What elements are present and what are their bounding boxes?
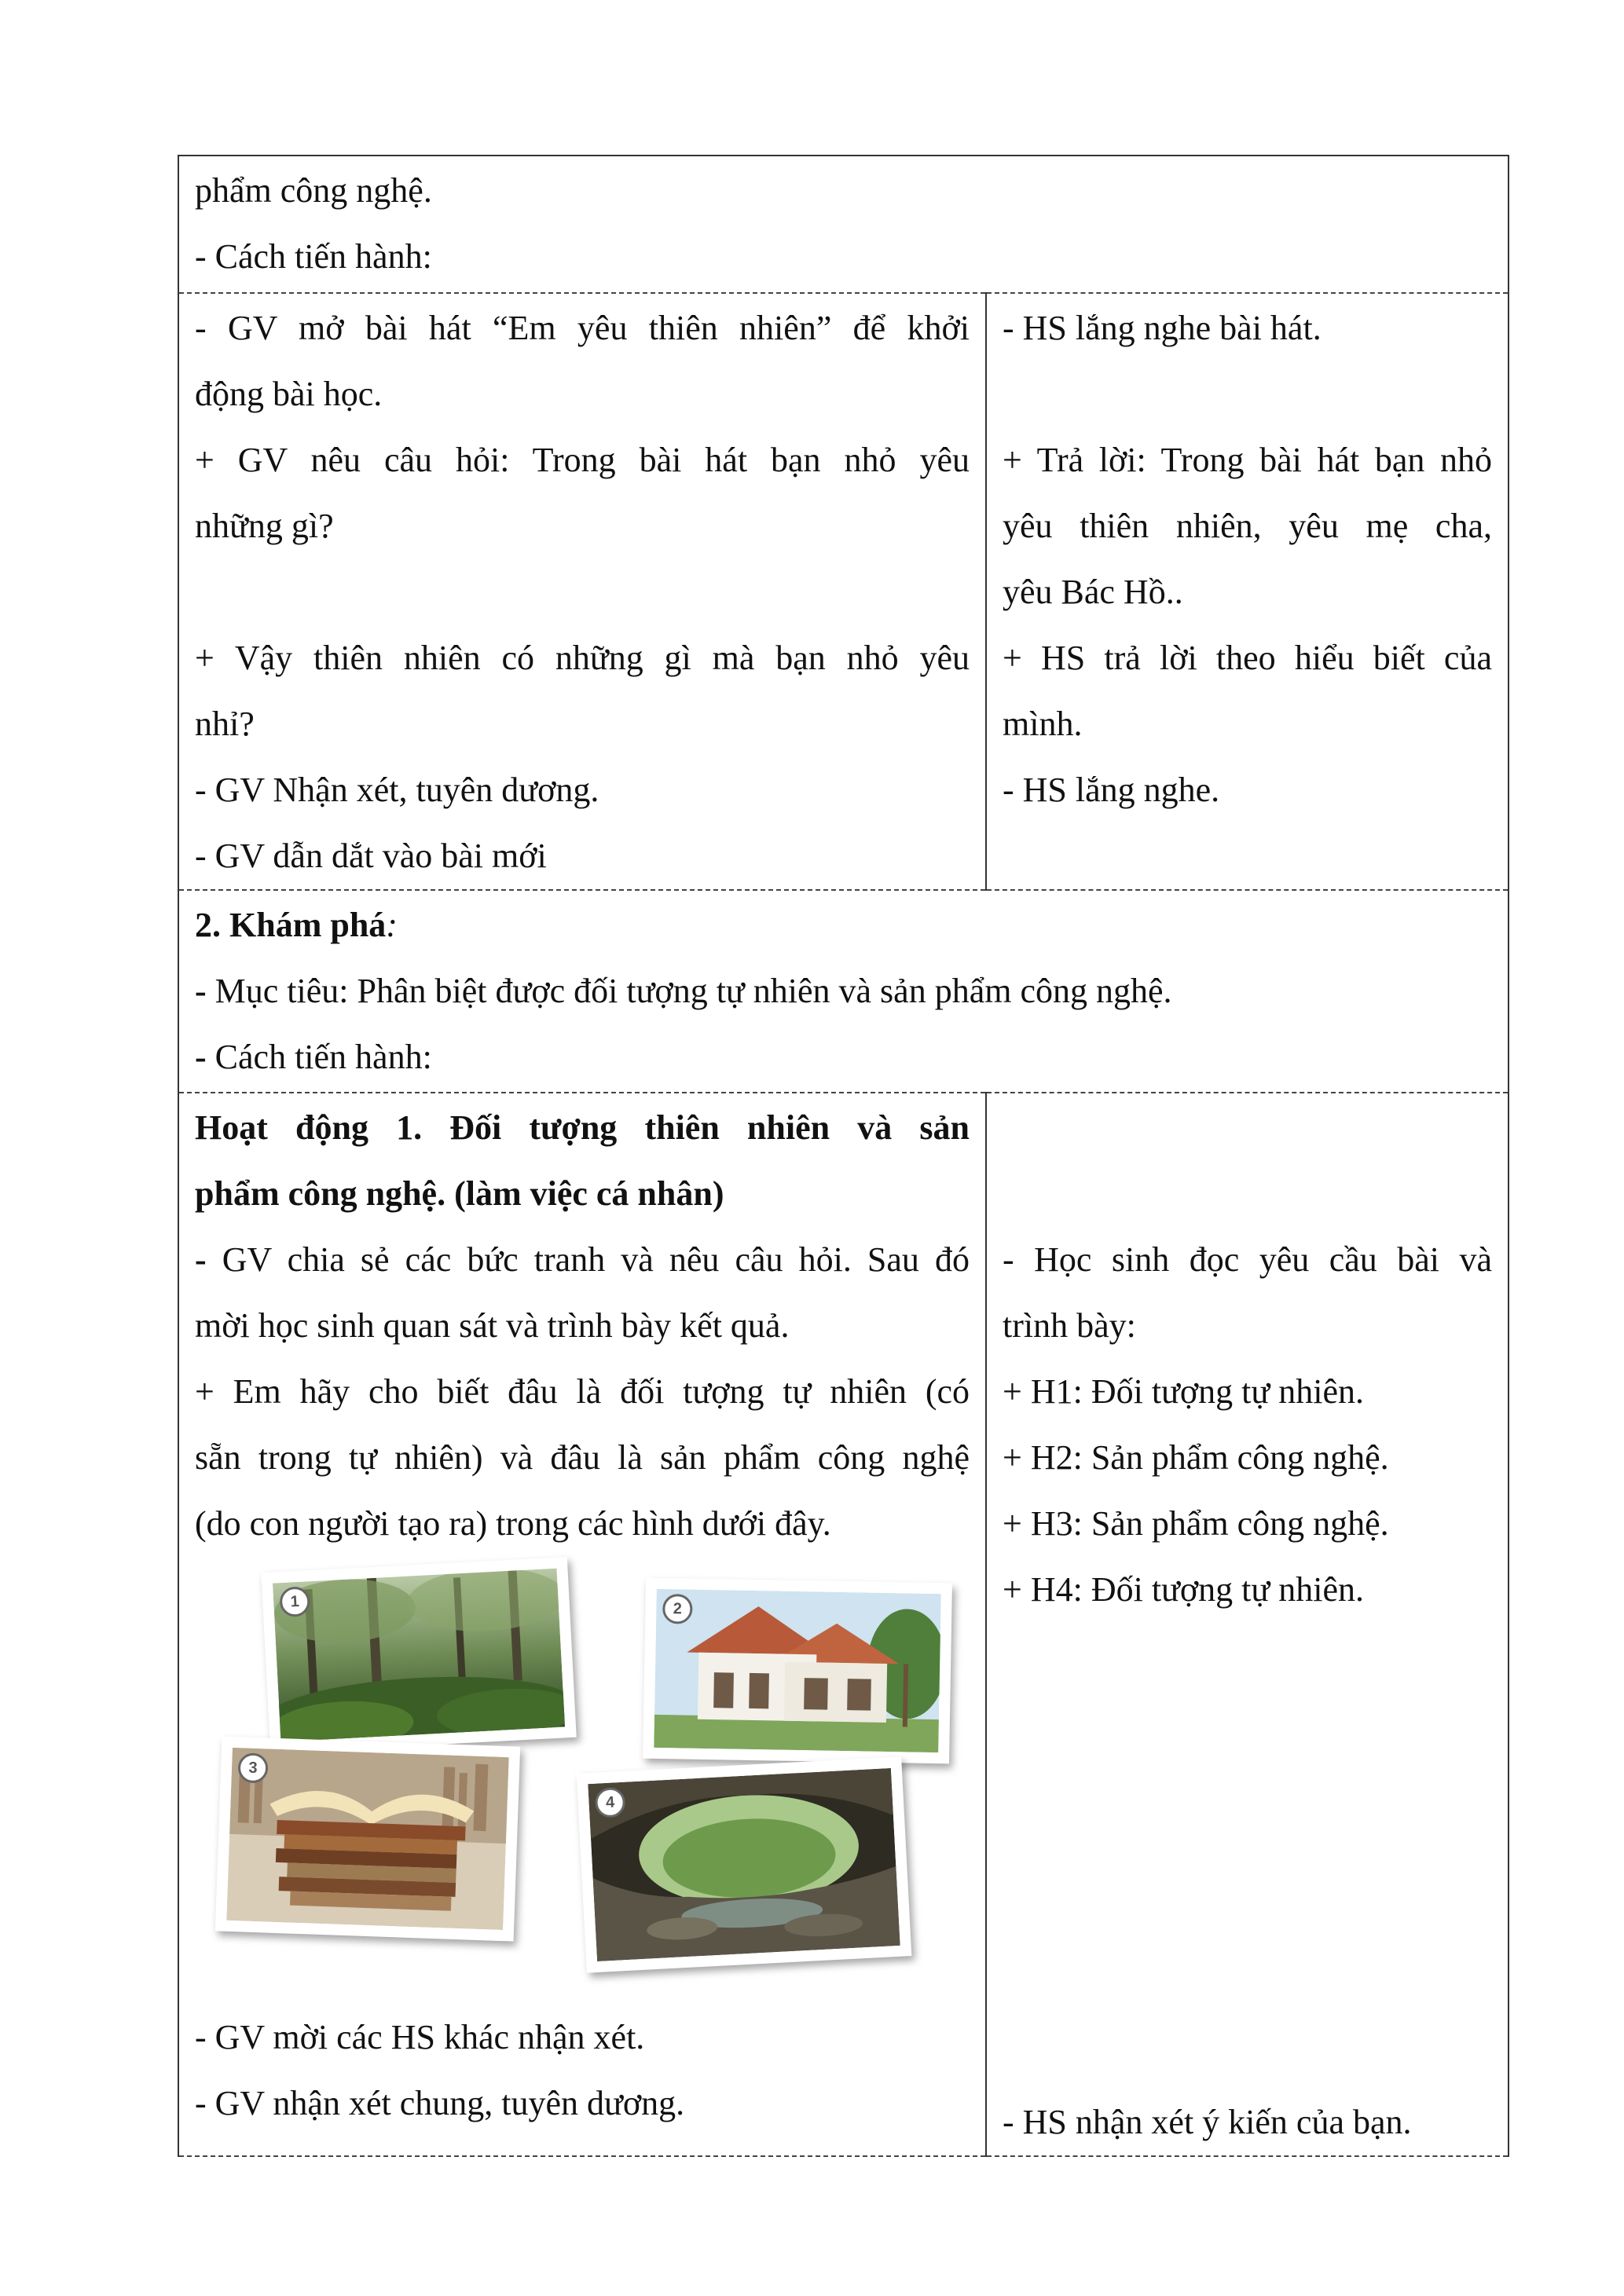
section-heading: 2. Khám phá: xyxy=(195,906,398,944)
text-line: mình. xyxy=(1003,705,1083,743)
student-cell xyxy=(986,1093,1509,2156)
cave-image xyxy=(588,1768,900,1961)
text-line: (do con người tạo ra) trong các hình dưới đây. xyxy=(195,1504,831,1543)
blank-line xyxy=(1003,361,1492,427)
text-line: mời học sinh quan sát và trình bày kết quả. xyxy=(195,1306,790,1345)
house-photo xyxy=(643,1578,952,1764)
teacher-cell xyxy=(178,293,986,890)
text-line: - GV Nhận xét, tuyên dương. xyxy=(195,771,599,809)
text-line: động bài học. xyxy=(195,375,383,413)
house-image xyxy=(654,1589,940,1752)
goal-line: - Mục tiêu: Phân biệt được đối tượng tự nhiên và sản phẩm công nghệ. xyxy=(195,972,1172,1010)
forest-image xyxy=(273,1569,565,1742)
text-line: yêu thiên nhiên, yêu mẹ cha, xyxy=(1003,507,1492,545)
text-line: những gì? xyxy=(195,507,334,545)
text-line: - Học sinh đọc yêu cầu bài và xyxy=(1003,1240,1492,1279)
text-line: yêu Bác Hồ.. xyxy=(1003,573,1183,611)
text-line: sẵn trong tự nhiên) và đâu là sản phẩm công nghệ xyxy=(195,1438,970,1477)
table-row xyxy=(178,1093,1509,2156)
table-row xyxy=(178,156,1509,293)
books-image xyxy=(226,1748,508,1930)
text-line: + Trả lời: Trong bài hát bạn nhỏ xyxy=(1003,441,1492,479)
text-line: nhỉ? xyxy=(195,705,255,743)
text-line: phẩm công nghệ. xyxy=(195,171,432,210)
text-line: - Cách tiến hành: xyxy=(195,237,432,276)
text-line: + H2: Sản phẩm công nghệ. xyxy=(1003,1438,1389,1477)
text-line: + HS trả lời theo hiểu biết của xyxy=(1003,639,1492,677)
steps-line: - Cách tiến hành: xyxy=(195,1038,432,1076)
text-line: + H1: Đối tượng tự nhiên. xyxy=(1003,1372,1364,1411)
lesson-plan-table xyxy=(178,155,1509,2157)
text-line: - GV dẫn dắt vào bài mới xyxy=(195,837,547,875)
blank-line xyxy=(1003,1161,1492,1227)
text-line: - GV mời các HS khác nhận xét. xyxy=(195,2018,645,2056)
text-line: - GV nhận xét chung, tuyên dương. xyxy=(195,2084,685,2122)
text-line: + Vậy thiên nhiên có những gì mà bạn nhỏ yêu xyxy=(195,639,970,677)
activity-title: Hoạt động 1. Đối tượng thiên nhiên và sản xyxy=(195,1108,970,1147)
photo-collage xyxy=(195,1565,988,1989)
text-line: - GV mở bài hát “Em yêu thiên nhiên” để khởi xyxy=(195,309,970,347)
cave-photo xyxy=(577,1756,912,1972)
photo-number-badge: 4 xyxy=(595,1787,626,1818)
section-cell xyxy=(178,890,1509,1093)
text-line: - HS nhận xét ý kiến của bạn. xyxy=(1003,2103,1412,2141)
text-line: - HS lắng nghe bài hát. xyxy=(1003,309,1322,347)
table-row xyxy=(178,293,1509,890)
text-line: + H4: Đối tượng tự nhiên. xyxy=(1003,1570,1364,1609)
text-line: trình bày: xyxy=(1003,1306,1136,1345)
student-cell xyxy=(986,293,1509,890)
forest-photo xyxy=(261,1557,577,1753)
photo-number-badge: 1 xyxy=(279,1586,310,1617)
blank-line xyxy=(195,559,970,625)
books-photo xyxy=(215,1736,520,1941)
blank-line xyxy=(1003,1095,1492,1161)
table-row xyxy=(178,890,1509,1093)
teacher-cell xyxy=(178,1093,986,2156)
text-line: + Em hãy cho biết đâu là đối tượng tự nhiên (có xyxy=(195,1372,970,1411)
photo-number-badge: 2 xyxy=(662,1594,693,1624)
text-line: + GV nêu câu hỏi: Trong bài hát bạn nhỏ yêu xyxy=(195,441,970,479)
text-line: + H3: Sản phẩm công nghệ. xyxy=(1003,1504,1389,1543)
text-line: - GV chia sẻ các bức tranh và nêu câu hỏi. Sau đó xyxy=(195,1240,970,1279)
photo-number-badge: 3 xyxy=(237,1752,268,1783)
text-line: - HS lắng nghe. xyxy=(1003,771,1220,809)
activity-title: phẩm công nghệ. (làm việc cá nhân) xyxy=(195,1174,724,1213)
table-cell xyxy=(178,156,1509,293)
